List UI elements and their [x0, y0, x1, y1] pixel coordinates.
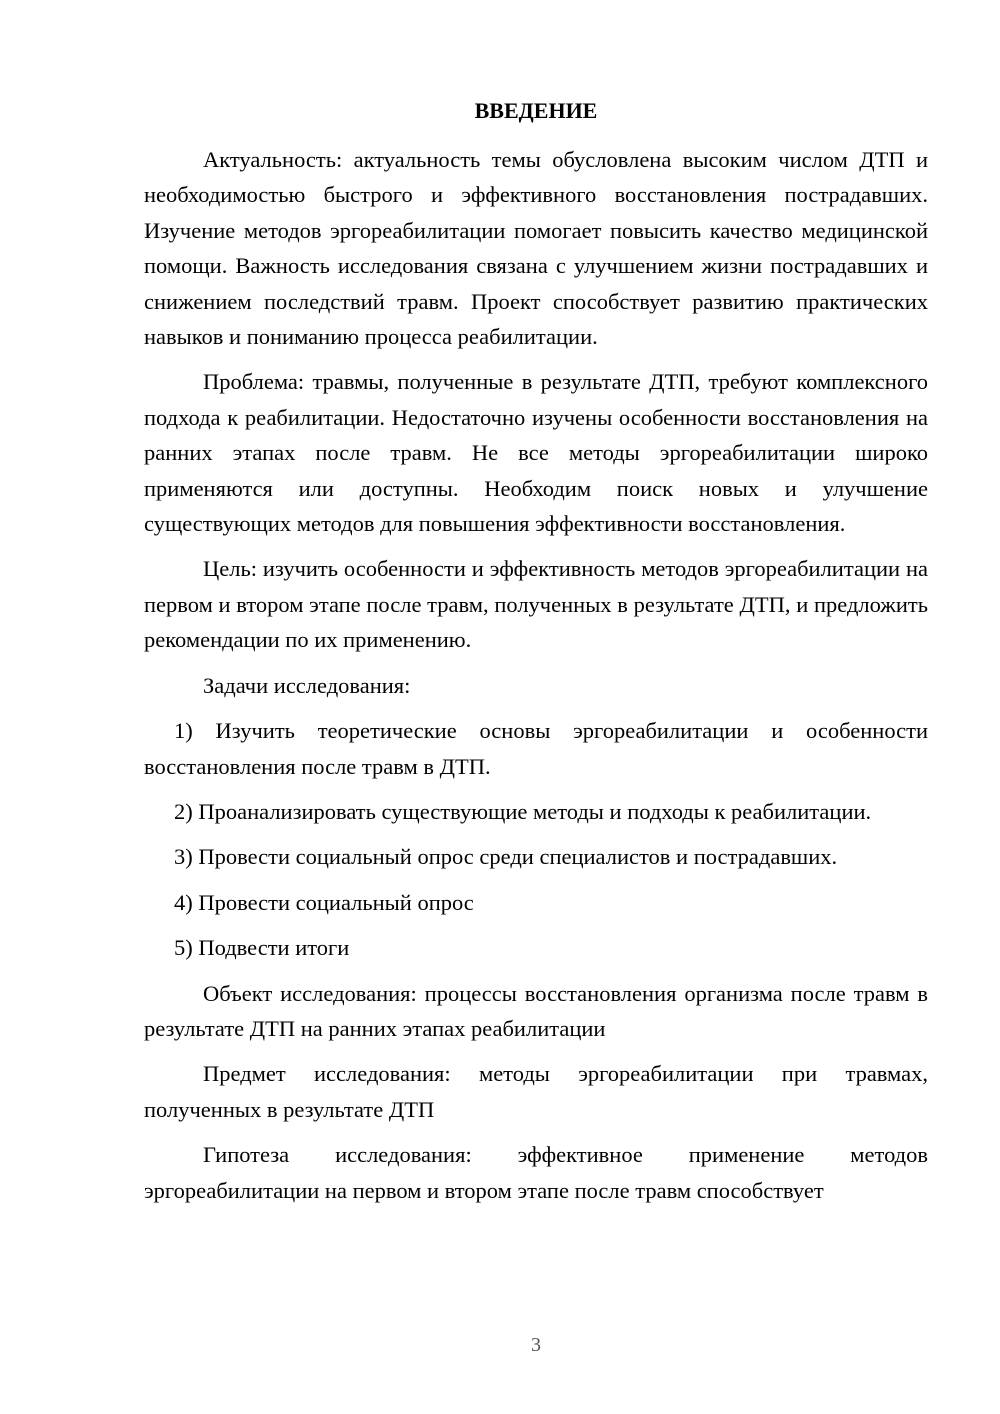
- page-title: ВВЕДЕНИЕ: [474, 98, 598, 123]
- paragraph-problem: Проблема: травмы, полученные в результате ДТП, требуют комплексного подхода к реабилитации. Недостаточно изучены особенности восстановления на ранних этапах после травм. Не все методы эргореабилитации широко применяются или доступны. Необходим поиск новых и улучшение существующих методов для повышения эффективности восстановления.: [144, 369, 928, 537]
- paragraph-goal: Цель: изучить особенности и эффективность методов эргореабилитации на первом и втором этапе после травм, полученных в результате ДТП, и предложить рекомендации по их применению.: [144, 556, 928, 653]
- task-item-1: 1) Изучить теоретические основы эргореабилитации и особенности восстановления после травм в ДТП.: [144, 718, 928, 779]
- page-number: 3: [531, 1334, 541, 1356]
- paragraph-tasks-heading: Задачи исследования:: [203, 672, 411, 698]
- paragraph-subject: Предмет исследования: методы эргореабилитации при травмах, полученных в результате ДТП: [144, 1061, 928, 1122]
- task-item-5: 5) Подвести итоги: [174, 935, 350, 961]
- task-item-3: 3) Провести социальный опрос среди специалистов и пострадавших.: [174, 844, 838, 870]
- paragraph-relevance: Актуальность: актуальность темы обусловлена высоким числом ДТП и необходимостью быстрого и эффективного восстановления пострадавших. Изучение методов эргореабилитации помогает повысить качество медицинской помощи. Важность исследования связана с улучшением жизни пострадавших и снижением последствий травм. Проект способствует развитию практических навыков и пониманию процесса реабилитации.: [144, 147, 928, 350]
- task-item-2: 2) Проанализировать существующие методы и подходы к реабилитации.: [174, 798, 872, 824]
- paragraph-hypothesis: Гипотеза исследования: эффективное применение методов эргореабилитации на первом и втором этапе после травм способствует: [144, 1142, 928, 1203]
- paragraph-object: Объект исследования: процессы восстановления организма после травм в результате ДТП на ранних этапах реабилитации: [144, 980, 928, 1041]
- document-body: [144, 142, 928, 1218]
- task-item-4: 4) Провести социальный опрос: [174, 889, 474, 915]
